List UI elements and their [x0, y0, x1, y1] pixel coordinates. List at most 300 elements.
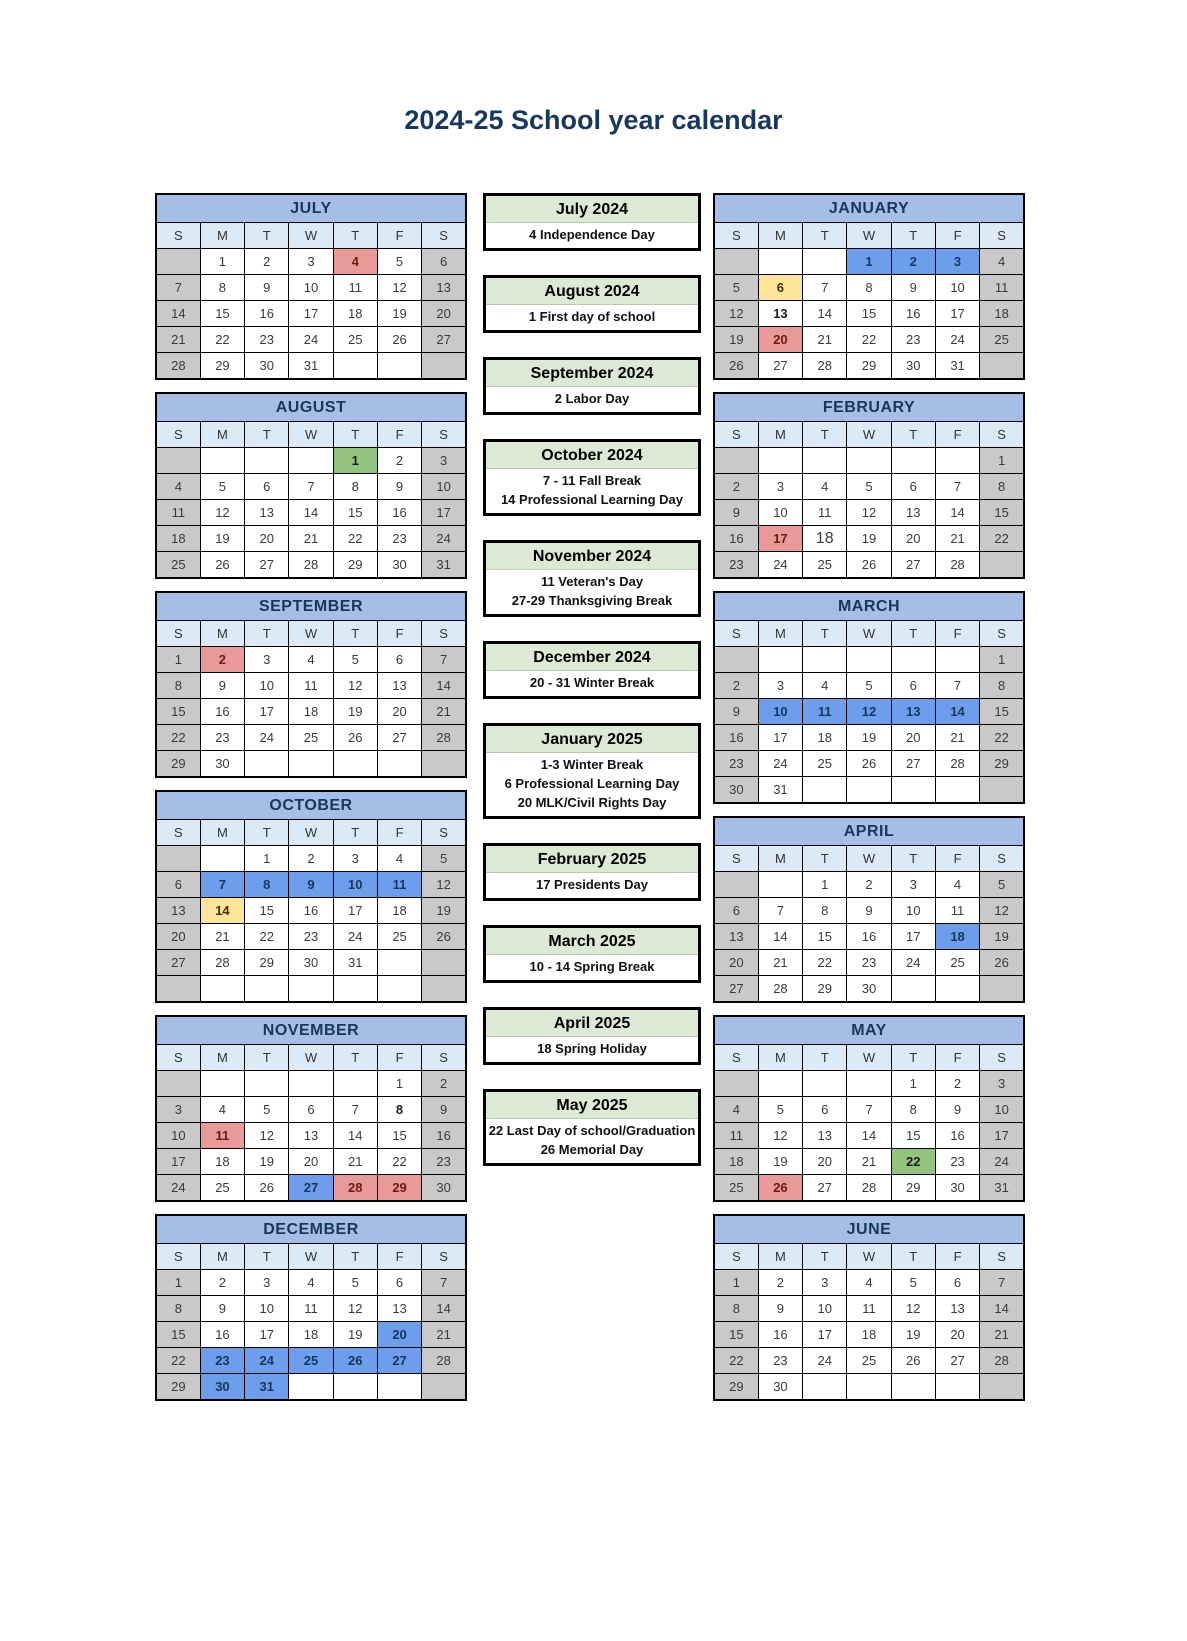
- event-month-title: October 2024: [486, 442, 698, 469]
- day-cell: 6: [377, 647, 421, 673]
- day-cell: 7: [289, 474, 333, 500]
- day-cell: 29: [156, 1374, 200, 1401]
- day-cell: 22: [156, 725, 200, 751]
- day-cell: 29: [980, 751, 1024, 777]
- event-line: 17 Presidents Day: [535, 877, 648, 892]
- day-cell: 18: [289, 699, 333, 725]
- day-cell: 18: [377, 898, 421, 924]
- event-body: [486, 387, 698, 412]
- event-month-title: September 2024: [486, 360, 698, 387]
- day-cell: 30: [200, 1374, 244, 1401]
- day-cell: 20: [377, 699, 421, 725]
- day-cell: 12: [200, 500, 244, 526]
- day-cell: [847, 647, 891, 673]
- event-body: [486, 753, 698, 816]
- day-cell: 22: [333, 526, 377, 552]
- day-cell: [758, 872, 802, 898]
- day-cell: 9: [891, 275, 935, 301]
- event-box: [483, 925, 701, 983]
- weekday-header: F: [377, 1244, 421, 1270]
- day-cell: 1: [245, 846, 289, 872]
- month-title: APRIL: [714, 817, 1024, 846]
- day-cell: 7: [422, 647, 466, 673]
- weekday-header: W: [289, 1045, 333, 1071]
- day-cell: 12: [758, 1123, 802, 1149]
- weekday-header: S: [156, 1045, 200, 1071]
- weekday-header: S: [980, 223, 1024, 249]
- weekday-header: S: [422, 223, 466, 249]
- weekday-header: S: [422, 1045, 466, 1071]
- day-cell: 21: [935, 725, 979, 751]
- weekday-header: W: [847, 1045, 891, 1071]
- day-cell: 14: [422, 673, 466, 699]
- day-cell: [891, 1374, 935, 1401]
- day-cell: [980, 976, 1024, 1003]
- day-cell: 7: [333, 1097, 377, 1123]
- day-cell: 7: [935, 474, 979, 500]
- weekday-header: F: [377, 223, 421, 249]
- day-cell: 14: [333, 1123, 377, 1149]
- day-cell: 8: [333, 474, 377, 500]
- weekday-header: T: [891, 621, 935, 647]
- day-cell: 19: [333, 699, 377, 725]
- day-cell: 9: [847, 898, 891, 924]
- day-cell: 9: [758, 1296, 802, 1322]
- day-cell: 26: [847, 552, 891, 579]
- day-cell: [200, 976, 244, 1003]
- day-cell: 4: [803, 474, 847, 500]
- day-cell: 7: [935, 673, 979, 699]
- month-title: NOVEMBER: [156, 1016, 466, 1045]
- day-cell: 27: [891, 552, 935, 579]
- event-line: 1-3 Winter Break: [540, 757, 644, 772]
- weekday-header: S: [980, 846, 1024, 872]
- day-cell: 8: [200, 275, 244, 301]
- event-line: 26 Memorial Day: [540, 1142, 644, 1157]
- day-cell: [377, 1374, 421, 1401]
- event-box: [483, 439, 701, 516]
- day-cell: 12: [377, 275, 421, 301]
- day-cell: 21: [333, 1149, 377, 1175]
- day-cell: 30: [245, 353, 289, 380]
- calendar-may: [713, 1015, 1025, 1202]
- weekday-header: M: [758, 422, 802, 448]
- day-cell: 8: [714, 1296, 758, 1322]
- day-cell: 22: [891, 1149, 935, 1175]
- left-month-column: [155, 193, 467, 1401]
- day-cell: 17: [289, 301, 333, 327]
- day-cell: 3: [289, 249, 333, 275]
- event-line: 11 Veteran's Day: [540, 574, 644, 589]
- day-cell: 17: [245, 1322, 289, 1348]
- day-cell: 1: [980, 448, 1024, 474]
- day-cell: 26: [847, 751, 891, 777]
- event-month-title: May 2025: [486, 1092, 698, 1119]
- day-cell: 19: [377, 301, 421, 327]
- weekday-header: T: [245, 1244, 289, 1270]
- day-cell: 16: [377, 500, 421, 526]
- day-cell: [980, 777, 1024, 804]
- day-cell: [935, 448, 979, 474]
- weekday-header: T: [333, 621, 377, 647]
- day-cell: 28: [980, 1348, 1024, 1374]
- day-cell: 20: [891, 526, 935, 552]
- day-cell: [200, 1071, 244, 1097]
- day-cell: 18: [200, 1149, 244, 1175]
- day-cell: 1: [156, 1270, 200, 1296]
- weekday-header: T: [245, 621, 289, 647]
- calendar-july: [155, 193, 467, 380]
- day-cell: 1: [333, 448, 377, 474]
- event-body: [486, 223, 698, 248]
- day-cell: 11: [156, 500, 200, 526]
- day-cell: 16: [758, 1322, 802, 1348]
- event-box: [483, 275, 701, 333]
- month-title: JULY: [156, 194, 466, 223]
- day-cell: 14: [422, 1296, 466, 1322]
- weekday-header: F: [377, 820, 421, 846]
- day-cell: 27: [422, 327, 466, 353]
- day-cell: 10: [758, 699, 802, 725]
- day-cell: 25: [980, 327, 1024, 353]
- weekday-header: T: [803, 223, 847, 249]
- calendar-june: [713, 1214, 1025, 1401]
- day-cell: 2: [847, 872, 891, 898]
- day-cell: 5: [891, 1270, 935, 1296]
- day-cell: 23: [891, 327, 935, 353]
- day-cell: 21: [200, 924, 244, 950]
- day-cell: 25: [156, 552, 200, 579]
- day-cell: 28: [847, 1175, 891, 1202]
- day-cell: 28: [156, 353, 200, 380]
- month-title: JANUARY: [714, 194, 1024, 223]
- day-cell: 20: [714, 950, 758, 976]
- day-cell: 26: [200, 552, 244, 579]
- day-cell: 19: [245, 1149, 289, 1175]
- day-cell: 29: [714, 1374, 758, 1401]
- day-cell: 11: [847, 1296, 891, 1322]
- day-cell: 8: [980, 673, 1024, 699]
- day-cell: [289, 751, 333, 778]
- day-cell: 2: [714, 474, 758, 500]
- day-cell: 24: [289, 327, 333, 353]
- day-cell: 1: [714, 1270, 758, 1296]
- day-cell: [714, 249, 758, 275]
- day-cell: 24: [422, 526, 466, 552]
- day-cell: [289, 1374, 333, 1401]
- day-cell: [758, 448, 802, 474]
- day-cell: 11: [714, 1123, 758, 1149]
- month-title: OCTOBER: [156, 791, 466, 820]
- event-box: [483, 843, 701, 901]
- weekday-header: S: [980, 1045, 1024, 1071]
- weekday-header: W: [289, 1244, 333, 1270]
- day-cell: [289, 1071, 333, 1097]
- day-cell: [891, 777, 935, 804]
- day-cell: 25: [289, 1348, 333, 1374]
- day-cell: 26: [333, 725, 377, 751]
- weekday-header: T: [891, 223, 935, 249]
- event-body: [486, 570, 698, 614]
- day-cell: 20: [377, 1322, 421, 1348]
- weekday-header: T: [803, 621, 847, 647]
- weekday-header: S: [422, 621, 466, 647]
- day-cell: 24: [245, 1348, 289, 1374]
- day-cell: 22: [714, 1348, 758, 1374]
- weekday-header: T: [803, 422, 847, 448]
- day-cell: 3: [891, 872, 935, 898]
- day-cell: 5: [333, 1270, 377, 1296]
- event-body: [486, 955, 698, 980]
- day-cell: 24: [980, 1149, 1024, 1175]
- day-cell: 29: [156, 751, 200, 778]
- day-cell: [758, 1071, 802, 1097]
- day-cell: [803, 1374, 847, 1401]
- day-cell: [333, 976, 377, 1003]
- day-cell: 12: [714, 301, 758, 327]
- day-cell: 25: [803, 751, 847, 777]
- weekday-header: W: [847, 1244, 891, 1270]
- day-cell: 18: [289, 1322, 333, 1348]
- event-body: [486, 305, 698, 330]
- calendar-october: [155, 790, 467, 1003]
- day-cell: 15: [714, 1322, 758, 1348]
- day-cell: [847, 1374, 891, 1401]
- weekday-header: S: [714, 621, 758, 647]
- day-cell: 24: [935, 327, 979, 353]
- day-cell: 9: [200, 1296, 244, 1322]
- day-cell: 9: [714, 699, 758, 725]
- day-cell: [333, 1374, 377, 1401]
- day-cell: [422, 950, 466, 976]
- day-cell: 15: [803, 924, 847, 950]
- day-cell: 26: [980, 950, 1024, 976]
- day-cell: 24: [803, 1348, 847, 1374]
- day-cell: [980, 552, 1024, 579]
- day-cell: 28: [935, 751, 979, 777]
- day-cell: 2: [935, 1071, 979, 1097]
- day-cell: [377, 976, 421, 1003]
- day-cell: 28: [422, 1348, 466, 1374]
- day-cell: 10: [245, 1296, 289, 1322]
- weekday-header: F: [935, 846, 979, 872]
- day-cell: 3: [245, 647, 289, 673]
- day-cell: 20: [289, 1149, 333, 1175]
- day-cell: 28: [200, 950, 244, 976]
- day-cell: 3: [758, 474, 802, 500]
- day-cell: 6: [935, 1270, 979, 1296]
- day-cell: 11: [935, 898, 979, 924]
- day-cell: 28: [803, 353, 847, 380]
- day-cell: 13: [891, 699, 935, 725]
- day-cell: 29: [847, 353, 891, 380]
- day-cell: [803, 777, 847, 804]
- day-cell: 1: [891, 1071, 935, 1097]
- weekday-header: M: [758, 1244, 802, 1270]
- day-cell: 4: [289, 1270, 333, 1296]
- day-cell: 5: [847, 673, 891, 699]
- day-cell: 4: [377, 846, 421, 872]
- day-cell: 7: [847, 1097, 891, 1123]
- day-cell: 17: [333, 898, 377, 924]
- event-box: [483, 540, 701, 617]
- day-cell: 9: [422, 1097, 466, 1123]
- day-cell: [980, 353, 1024, 380]
- day-cell: 17: [245, 699, 289, 725]
- events-column: [483, 193, 701, 1166]
- event-body: [486, 1037, 698, 1062]
- event-box: [483, 1089, 701, 1166]
- weekday-header: W: [847, 846, 891, 872]
- day-cell: [803, 647, 847, 673]
- weekday-header: W: [289, 422, 333, 448]
- day-cell: 18: [935, 924, 979, 950]
- day-cell: 12: [245, 1123, 289, 1149]
- day-cell: 4: [803, 673, 847, 699]
- day-cell: 30: [377, 552, 421, 579]
- weekday-header: F: [377, 422, 421, 448]
- event-month-title: March 2025: [486, 928, 698, 955]
- weekday-header: S: [156, 621, 200, 647]
- day-cell: 14: [935, 500, 979, 526]
- day-cell: 27: [891, 751, 935, 777]
- day-cell: [935, 647, 979, 673]
- event-month-title: November 2024: [486, 543, 698, 570]
- day-cell: 26: [377, 327, 421, 353]
- day-cell: 22: [980, 725, 1024, 751]
- day-cell: 10: [891, 898, 935, 924]
- weekday-header: T: [333, 1045, 377, 1071]
- weekday-header: T: [245, 820, 289, 846]
- day-cell: 6: [245, 474, 289, 500]
- day-cell: 29: [891, 1175, 935, 1202]
- weekday-header: S: [980, 621, 1024, 647]
- weekday-header: T: [891, 846, 935, 872]
- weekday-header: M: [200, 1244, 244, 1270]
- day-cell: 27: [714, 976, 758, 1003]
- calendar-march: [713, 591, 1025, 804]
- day-cell: 5: [758, 1097, 802, 1123]
- day-cell: 3: [245, 1270, 289, 1296]
- day-cell: 12: [422, 872, 466, 898]
- day-cell: 17: [758, 526, 802, 552]
- weekday-header: F: [935, 621, 979, 647]
- weekday-header: M: [200, 621, 244, 647]
- day-cell: 23: [289, 924, 333, 950]
- day-cell: 15: [377, 1123, 421, 1149]
- day-cell: 2: [422, 1071, 466, 1097]
- day-cell: 25: [847, 1348, 891, 1374]
- day-cell: 9: [714, 500, 758, 526]
- event-month-title: December 2024: [486, 644, 698, 671]
- day-cell: 11: [803, 500, 847, 526]
- event-month-title: January 2025: [486, 726, 698, 753]
- weekday-header: M: [758, 846, 802, 872]
- day-cell: 29: [803, 976, 847, 1003]
- event-month-title: April 2025: [486, 1010, 698, 1037]
- day-cell: 3: [758, 673, 802, 699]
- day-cell: [758, 249, 802, 275]
- weekday-header: F: [377, 621, 421, 647]
- day-cell: 18: [156, 526, 200, 552]
- day-cell: 3: [803, 1270, 847, 1296]
- day-cell: 19: [333, 1322, 377, 1348]
- day-cell: 7: [980, 1270, 1024, 1296]
- day-cell: 11: [980, 275, 1024, 301]
- day-cell: 3: [935, 249, 979, 275]
- day-cell: 10: [156, 1123, 200, 1149]
- day-cell: 31: [289, 353, 333, 380]
- weekday-header: S: [714, 1244, 758, 1270]
- event-box: [483, 1007, 701, 1065]
- weekday-header: T: [803, 1244, 847, 1270]
- day-cell: 9: [245, 275, 289, 301]
- day-cell: 14: [200, 898, 244, 924]
- day-cell: 20: [758, 327, 802, 353]
- day-cell: [935, 1374, 979, 1401]
- day-cell: 12: [980, 898, 1024, 924]
- day-cell: 27: [935, 1348, 979, 1374]
- day-cell: 15: [200, 301, 244, 327]
- event-line: 20 - 31 Winter Break: [529, 675, 655, 690]
- day-cell: 20: [422, 301, 466, 327]
- month-title: JUNE: [714, 1215, 1024, 1244]
- day-cell: 22: [156, 1348, 200, 1374]
- weekday-header: S: [422, 820, 466, 846]
- day-cell: 31: [980, 1175, 1024, 1202]
- day-cell: 4: [980, 249, 1024, 275]
- day-cell: 31: [333, 950, 377, 976]
- day-cell: 15: [980, 500, 1024, 526]
- month-title: DECEMBER: [156, 1215, 466, 1244]
- day-cell: 13: [245, 500, 289, 526]
- day-cell: 15: [156, 699, 200, 725]
- day-cell: 1: [200, 249, 244, 275]
- day-cell: 5: [980, 872, 1024, 898]
- weekday-header: M: [758, 621, 802, 647]
- day-cell: [847, 448, 891, 474]
- day-cell: 12: [891, 1296, 935, 1322]
- day-cell: [714, 647, 758, 673]
- day-cell: 4: [200, 1097, 244, 1123]
- weekday-header: W: [847, 223, 891, 249]
- day-cell: 19: [847, 725, 891, 751]
- day-cell: 19: [714, 327, 758, 353]
- day-cell: 14: [847, 1123, 891, 1149]
- day-cell: 10: [245, 673, 289, 699]
- day-cell: 31: [245, 1374, 289, 1401]
- day-cell: 26: [333, 1348, 377, 1374]
- day-cell: 2: [758, 1270, 802, 1296]
- weekday-header: M: [200, 422, 244, 448]
- day-cell: 29: [377, 1175, 421, 1202]
- weekday-header: T: [803, 846, 847, 872]
- weekday-header: F: [935, 223, 979, 249]
- day-cell: [156, 846, 200, 872]
- weekday-header: T: [333, 223, 377, 249]
- day-cell: 14: [935, 699, 979, 725]
- day-cell: 8: [980, 474, 1024, 500]
- day-cell: 12: [333, 673, 377, 699]
- day-cell: 4: [289, 647, 333, 673]
- day-cell: [891, 976, 935, 1003]
- day-cell: [714, 872, 758, 898]
- day-cell: 20: [891, 725, 935, 751]
- weekday-header: S: [980, 422, 1024, 448]
- day-cell: 5: [245, 1097, 289, 1123]
- day-cell: 13: [891, 500, 935, 526]
- weekday-header: M: [758, 1045, 802, 1071]
